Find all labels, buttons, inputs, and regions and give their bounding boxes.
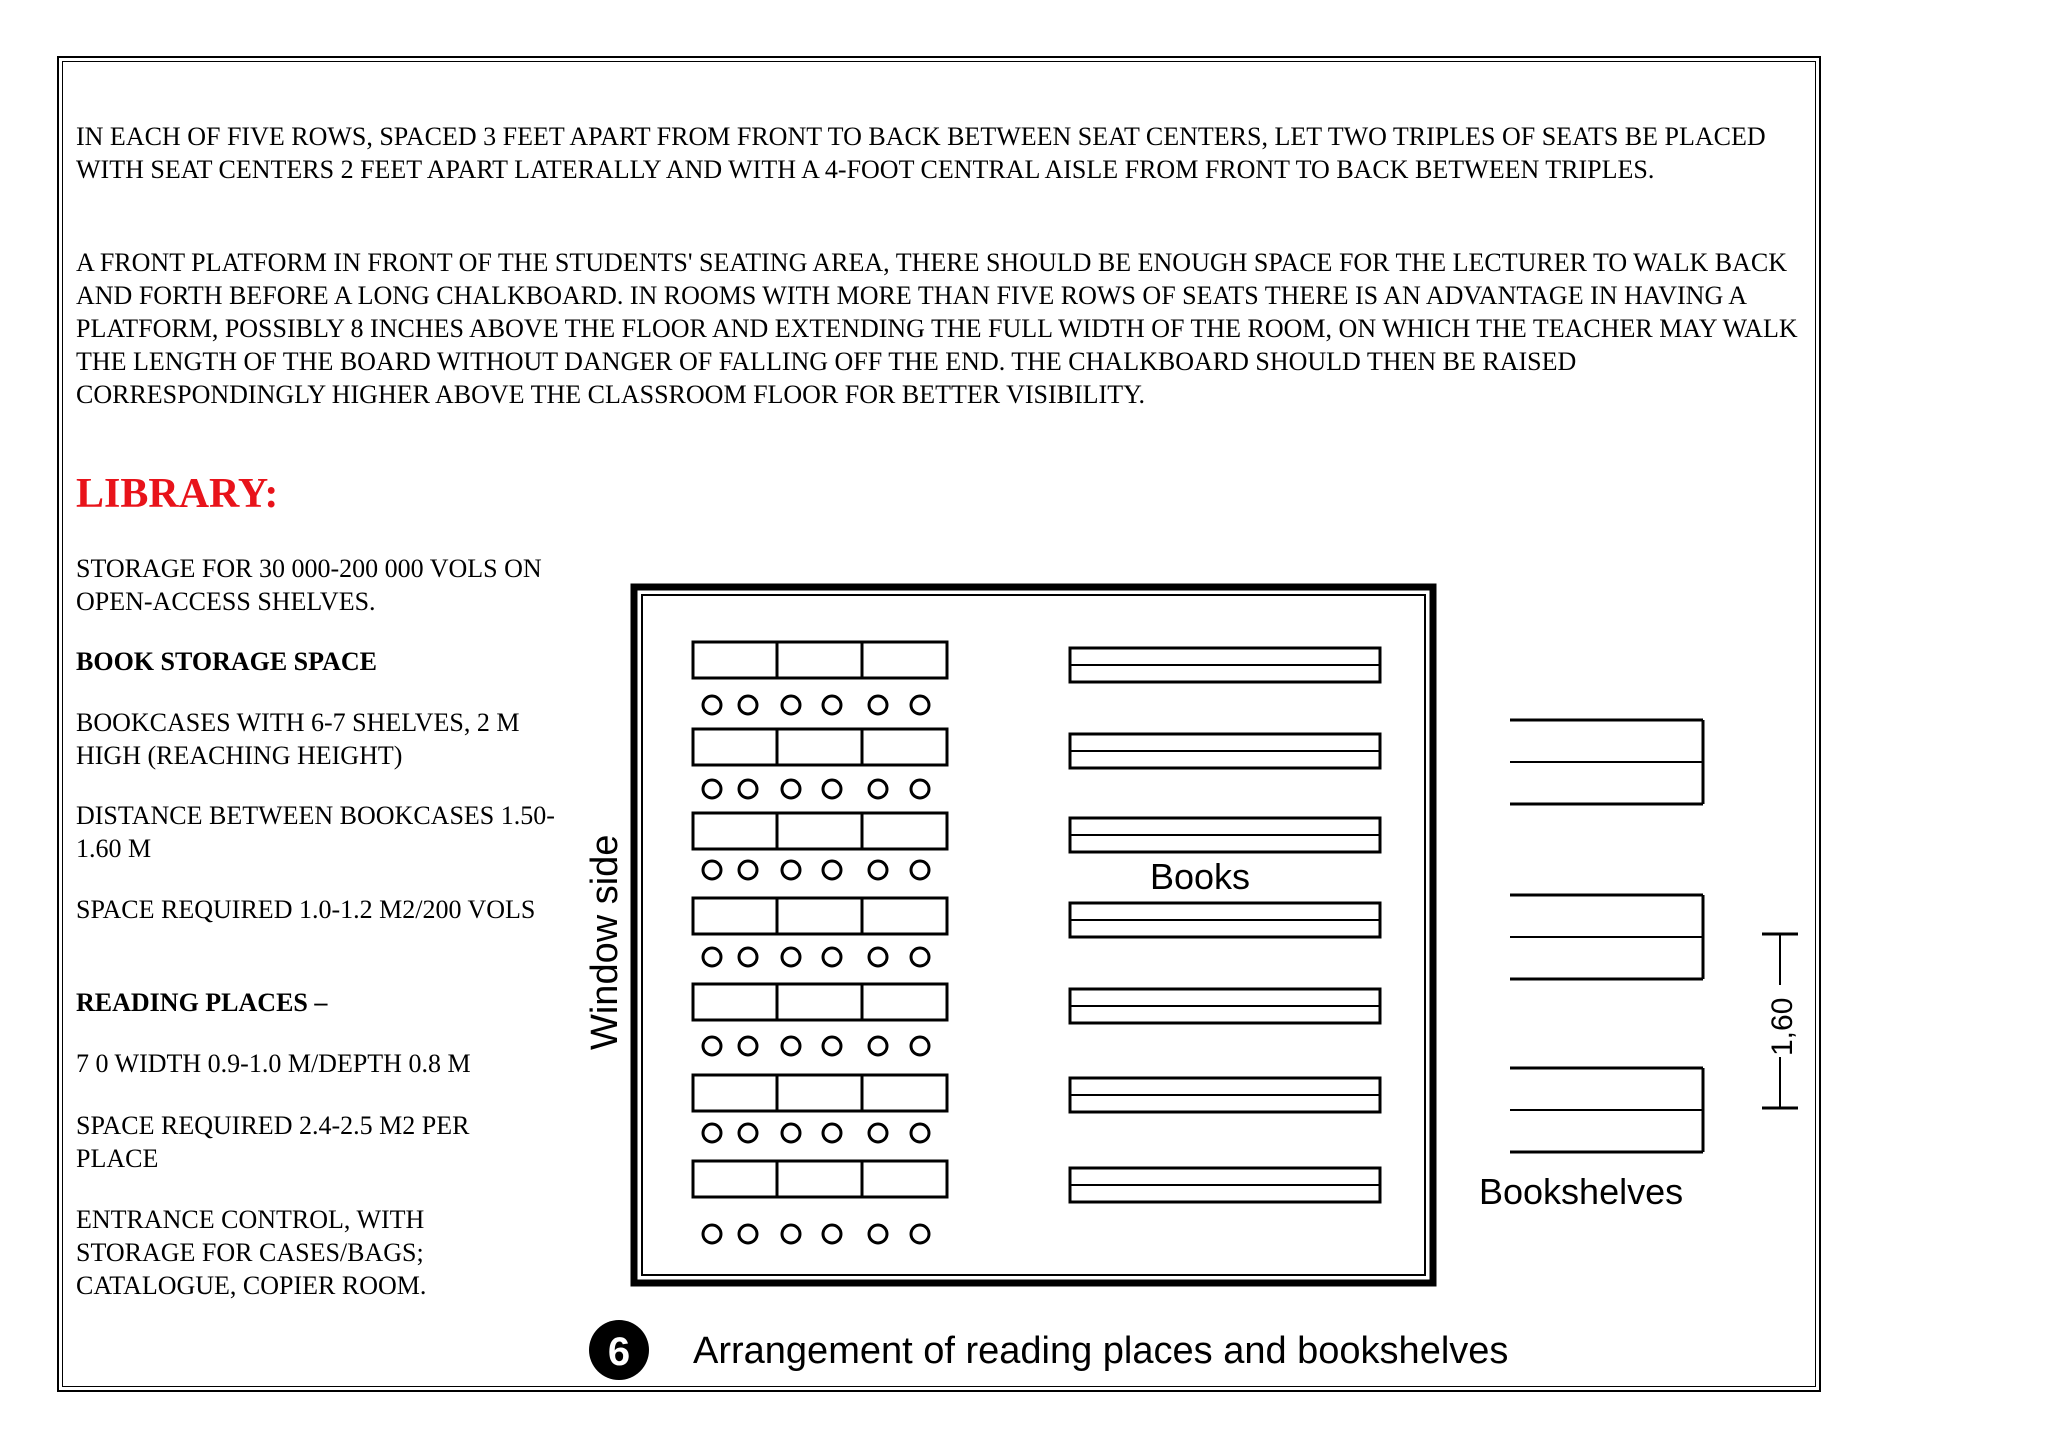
chair: [782, 696, 800, 714]
chair: [739, 1225, 757, 1243]
bookshelf-row: [1070, 903, 1380, 937]
paragraph-front-platform: A FRONT PLATFORM IN FRONT OF THE STUDENTS' SEATING AREA, THERE SHOULD BE ENOUGH SPACE FOR THE LECTURER TO WALK BACK AND FORTH BEFORE A LONG CHALKBOARD. IN ROOMS WITH MORE THAN FIVE ROWS OF SEATS THERE IS AN ADVANTAGE IN HAVING A PLATFORM, POSSIBLY 8 INCHES ABOVE THE FLOOR AND EXTENDING THE FULL WIDTH OF THE ROOM, ON WHICH THE TEACHER MAY WALK THE LENGTH OF THE BOARD WITHOUT DANGER OF FALLING OFF THE END. THE CHALKBOARD SHOULD THEN BE RAISED CORRESPONDINGLY HIGHER ABOVE THE CLASSROOM FLOOR FOR BETTER VISIBILITY.: [76, 248, 1798, 409]
reading-width-text: 7 0 WIDTH 0.9-1.0 M/DEPTH 0.8 M: [76, 1049, 471, 1078]
bookshelves-label: Bookshelves: [1479, 1171, 1684, 1212]
chair: [911, 1037, 929, 1055]
chair: [823, 861, 841, 879]
chair: [823, 1124, 841, 1142]
chair-row: [703, 1225, 929, 1243]
reading-table: [693, 813, 947, 849]
dimension-label: 1,60: [1766, 997, 1799, 1056]
chair: [703, 1124, 721, 1142]
reading-table: [693, 984, 947, 1020]
bookshelf-row: [1070, 1168, 1380, 1202]
window-side-label: Window side: [584, 834, 626, 1050]
chair-row: [703, 1124, 929, 1142]
chair: [739, 696, 757, 714]
external-bookshelf-unit: [1510, 720, 1703, 804]
chair-row: [703, 948, 929, 966]
reading-table: [693, 1075, 947, 1111]
bookshelf-rows-group: [1070, 648, 1380, 1202]
external-shelves-group: [1510, 720, 1703, 1152]
chair: [869, 861, 887, 879]
reading-places-heading: READING PLACES –: [76, 988, 328, 1017]
chair: [869, 1225, 887, 1243]
chair: [739, 948, 757, 966]
chair: [869, 780, 887, 798]
chair: [703, 780, 721, 798]
library-heading: LIBRARY:: [76, 471, 279, 517]
external-bookshelf-unit: [1510, 1068, 1703, 1152]
distance-text: DISTANCE BETWEEN BOOKCASES 1.50-1.60 M: [76, 801, 555, 863]
figure-number: 6: [607, 1330, 631, 1374]
book-storage-heading: BOOK STORAGE SPACE: [76, 647, 377, 676]
chair: [823, 1037, 841, 1055]
chair: [739, 780, 757, 798]
chair: [911, 1225, 929, 1243]
bookshelf-row: [1070, 734, 1380, 768]
chair: [782, 1037, 800, 1055]
chair: [911, 1124, 929, 1142]
reading-table: [693, 729, 947, 765]
reading-table: [693, 642, 947, 678]
chair: [782, 861, 800, 879]
chair: [911, 861, 929, 879]
chair: [823, 1225, 841, 1243]
chair: [869, 948, 887, 966]
bookshelf-row: [1070, 648, 1380, 682]
chair: [703, 861, 721, 879]
reading-table: [693, 1161, 947, 1197]
reading-tables-group: [693, 642, 947, 1243]
chair: [739, 1124, 757, 1142]
chair-row: [703, 861, 929, 879]
chair: [739, 1037, 757, 1055]
bookshelf-row: [1070, 818, 1380, 852]
chair: [869, 1037, 887, 1055]
chair: [823, 696, 841, 714]
library-storage-text: STORAGE FOR 30 000-200 000 VOLS ON OPEN-ACCESS SHELVES.: [76, 554, 542, 616]
reading-table: [693, 898, 947, 934]
chair: [782, 948, 800, 966]
bookshelf-row: [1070, 1078, 1380, 1112]
chair: [823, 780, 841, 798]
books-label: Books: [1150, 856, 1251, 897]
figure-caption: Arrangement of reading places and bookshelves: [693, 1330, 1509, 1372]
bookshelf-row: [1070, 989, 1380, 1023]
chair: [703, 1225, 721, 1243]
chair-row: [703, 1037, 929, 1055]
chair-row: [703, 780, 929, 798]
chair: [782, 1124, 800, 1142]
space-per-place-text: SPACE REQUIRED 2.4-2.5 M2 PER PLACE: [76, 1111, 470, 1173]
chair: [703, 948, 721, 966]
chair: [869, 1124, 887, 1142]
chair: [703, 696, 721, 714]
chair: [782, 1225, 800, 1243]
chair: [782, 780, 800, 798]
space-required-text: SPACE REQUIRED 1.0-1.2 M2/200 VOLS: [76, 895, 536, 924]
chair: [703, 1037, 721, 1055]
chair: [869, 696, 887, 714]
chair: [911, 780, 929, 798]
chair: [739, 861, 757, 879]
bookcases-text: BOOKCASES WITH 6-7 SHELVES, 2 M HIGH (REACHING HEIGHT): [76, 708, 520, 770]
chair: [911, 948, 929, 966]
chair: [823, 948, 841, 966]
entrance-text: ENTRANCE CONTROL, WITH STORAGE FOR CASES/BAGS; CATALOGUE, COPIER ROOM.: [76, 1205, 427, 1300]
chair: [911, 696, 929, 714]
external-bookshelf-unit: [1510, 895, 1703, 979]
chair-row: [703, 696, 929, 714]
paragraph-seating-rows: IN EACH OF FIVE ROWS, SPACED 3 FEET APART FROM FRONT TO BACK BETWEEN SEAT CENTERS, LET TWO TRIPLES OF SEATS BE PLACED WITH SEAT CENTERS 2 FEET APART LATERALLY AND WITH A 4-FOOT CENTRAL AISLE FROM FRONT TO BACK BETWEEN TRIPLES.: [76, 122, 1766, 184]
